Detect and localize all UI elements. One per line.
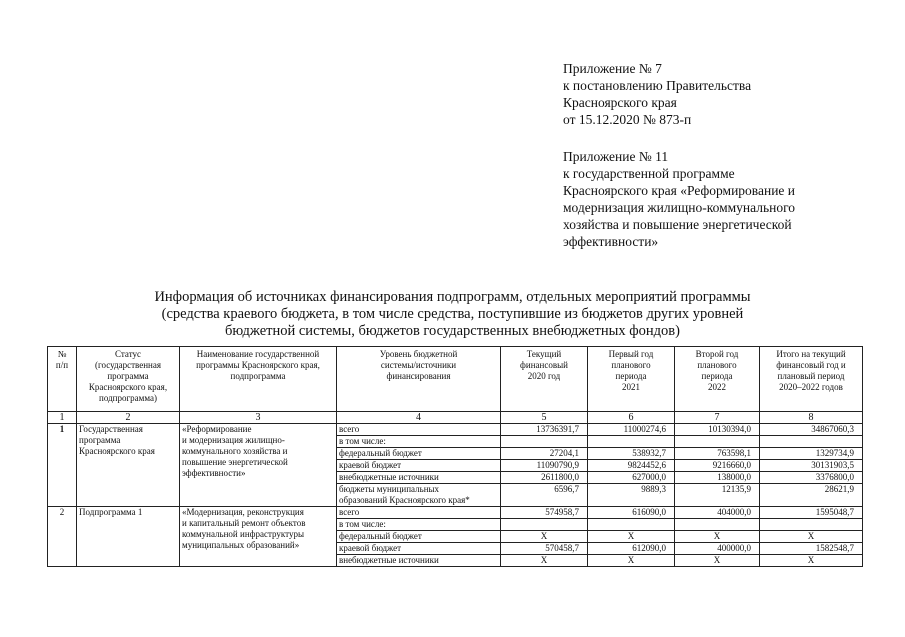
funding-level-cell: краевой бюджет [337,543,501,555]
amount-cell-total: 30131903,5 [760,460,863,472]
amount-cell-v2020: Х [501,531,588,543]
amount-cell-total: 1582548,7 [760,543,863,555]
amount-cell-total: Х [760,555,863,567]
appendix-11-line: к государственной программе [563,166,735,181]
column-number: 2 [77,412,180,424]
funding-level-cell: бюджеты муниципальных образований Красноярского края* [337,484,501,507]
amount-cell-v2021: Х [588,531,675,543]
column-number: 4 [337,412,501,424]
amount-cell-v2020: 11090790,9 [501,460,588,472]
amount-cell-v2022 [675,436,760,448]
table-row [48,507,863,519]
column-header: Наименование государственной программы Красноярского края, подпрограмма [180,347,337,412]
column-number: 5 [501,412,588,424]
amount-cell-v2022 [675,519,760,531]
funding-level-cell: краевой бюджет [337,460,501,472]
column-number: 7 [675,412,760,424]
amount-cell-v2021 [588,436,675,448]
amount-cell-v2020: Х [501,555,588,567]
table-row [48,424,863,436]
amount-cell-v2022: Х [675,531,760,543]
appendix-7-line: Приложение № 7 [563,61,662,76]
funding-level-cell: в том числе: [337,519,501,531]
amount-cell-total: 34867060,3 [760,424,863,436]
amount-cell-v2021: 11000274,6 [588,424,675,436]
amount-cell-total: Х [760,531,863,543]
funding-level-cell: федеральный бюджет [337,448,501,460]
amount-cell-v2022: 12135,9 [675,484,760,507]
status-cell: Государственная программа Красноярского края [77,424,180,507]
amount-cell-v2020: 574958,7 [501,507,588,519]
document-title-line: бюджетной системы, бюджетов государственных внебюджетных фондов) [225,323,680,339]
appendix-11-line: модернизация жилищно-коммунального [563,200,796,215]
column-header: Итого на текущий финансовый год и плановый период 2020–2022 годов [760,347,863,412]
column-header: Статус (государственная программа Красноярского края, подпрограмма) [77,347,180,412]
amount-cell-v2022: 763598,1 [675,448,760,460]
amount-cell-v2021: 612090,0 [588,543,675,555]
amount-cell-v2020: 6596,7 [501,484,588,507]
status-cell: Подпрограмма 1 [77,507,180,567]
appendix-7-line: от 15.12.2020 № 873-п [563,112,692,127]
table-body [48,424,863,567]
appendix-11-line: эффективности» [563,234,659,249]
amount-cell-v2022: 9216660,0 [675,460,760,472]
funding-level-cell: федеральный бюджет [337,531,501,543]
amount-cell-v2021 [588,519,675,531]
document-title-line: Информация об источниках финансирования подпрограмм, отдельных мероприятий программы [154,289,751,305]
amount-cell-v2021: 9889,3 [588,484,675,507]
column-number-row [48,412,863,424]
table-header-row [48,347,863,412]
amount-cell-v2020: 27204,1 [501,448,588,460]
amount-cell-v2022: 138000,0 [675,472,760,484]
funding-level-cell: внебюджетные источники [337,472,501,484]
program-name-cell: «Реформирование и модернизация жилищно- коммунального хозяйства и повышение энергетической эффективности» [180,424,337,507]
amount-cell-v2020 [501,436,588,448]
appendix-7-header [563,60,751,128]
appendix-7-line: к постановлению Правительства [563,78,752,93]
amount-cell-v2020: 13736391,7 [501,424,588,436]
amount-cell-v2021: 9824452,6 [588,460,675,472]
amount-cell-v2022: 10130394,0 [675,424,760,436]
column-number: 3 [180,412,337,424]
amount-cell-v2021: 627000,0 [588,472,675,484]
appendix-7-line: Красноярского края [563,95,677,110]
amount-cell-total: 28621,9 [760,484,863,507]
column-number: 6 [588,412,675,424]
amount-cell-v2020: 570458,7 [501,543,588,555]
amount-cell-v2022: 400000,0 [675,543,760,555]
row-number: 2 [48,507,77,567]
column-header: № п/п [48,347,77,412]
column-header: Текущий финансовый 2020 год [501,347,588,412]
document-title [0,289,905,340]
amount-cell-total [760,519,863,531]
column-header: Второй год планового периода 2022 [675,347,760,412]
amount-cell-v2020: 2611800,0 [501,472,588,484]
amount-cell-v2021: Х [588,555,675,567]
appendix-11-line: хозяйства и повышение энергетической [563,217,792,232]
column-number: 1 [48,412,77,424]
amount-cell-total: 3376800,0 [760,472,863,484]
document-title-line: (средства краевого бюджета, в том числе средства, поступившие из бюджетов других уровней [161,306,744,322]
funding-level-cell: в том числе: [337,436,501,448]
amount-cell-total [760,436,863,448]
amount-cell-total: 1595048,7 [760,507,863,519]
funding-level-cell: всего [337,507,501,519]
amount-cell-v2022: Х [675,555,760,567]
column-number: 8 [760,412,863,424]
appendix-11-line: Красноярского края «Реформирование и [563,183,796,198]
amount-cell-v2021: 616090,0 [588,507,675,519]
amount-cell-v2022: 404000,0 [675,507,760,519]
row-number: 1 [48,424,77,507]
appendix-11-line: Приложение № 11 [563,149,669,164]
funding-level-cell: внебюджетные источники [337,555,501,567]
amount-cell-v2020 [501,519,588,531]
program-name-cell: «Модернизация, реконструкция и капитальный ремонт объектов коммунальной инфраструктуры муниципальных образований» [180,507,337,567]
column-header: Уровень бюджетной системы/источники финансирования [337,347,501,412]
funding-level-cell: всего [337,424,501,436]
amount-cell-v2021: 538932,7 [588,448,675,460]
column-header: Первый год планового периода 2021 [588,347,675,412]
appendix-11-header [563,148,795,250]
financing-table [47,346,863,567]
amount-cell-total: 1329734,9 [760,448,863,460]
